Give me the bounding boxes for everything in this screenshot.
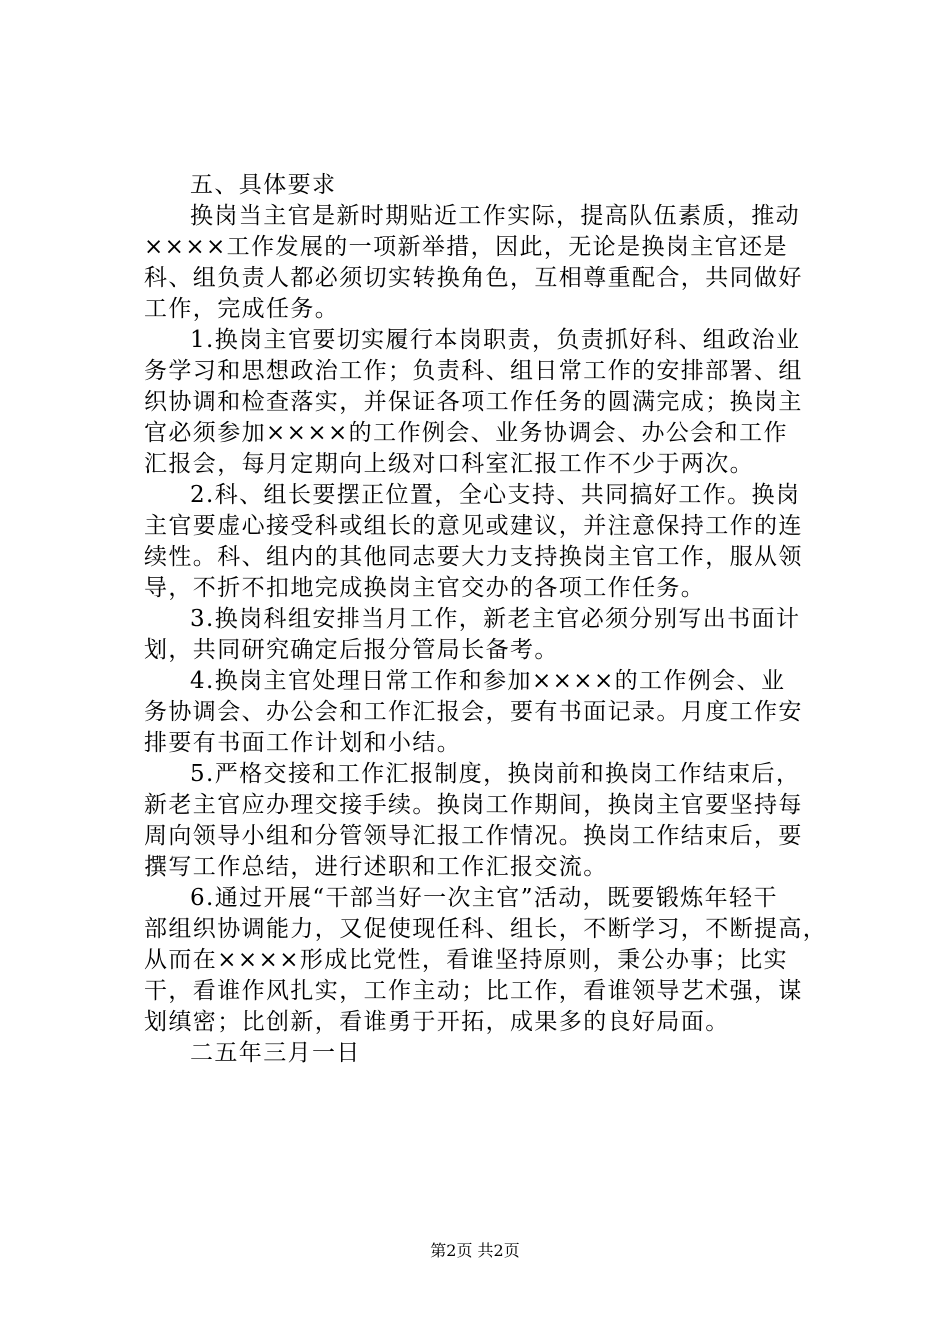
item-5-line: 新老主官应办理交接手续。换岗工作期间，换岗主官要坚持每 — [144, 792, 803, 818]
item-2-line: 续性。科、组内的其他同志要大力支持换岗主官工作，服从领 — [144, 544, 803, 570]
item-6-line: 从而在××××形成比党性，看谁坚持原则，秉公办事；比实 — [144, 947, 788, 973]
paragraph-line: 工作，完成任务。 — [144, 296, 340, 322]
item-5-line: 撰写工作总结，进行述职和工作汇报交流。 — [144, 854, 608, 880]
item-6-line: 干，看谁作风扎实，工作主动；比工作，看谁领导艺术强，谋 — [144, 978, 803, 1004]
item-2-line: 2.科、组长要摆正位置，全心支持、共同搞好工作。换岗 — [190, 482, 801, 508]
section-heading: 五、具体要求 — [190, 172, 337, 198]
item-3-line: 3.换岗科组安排当月工作，新老主官必须分别写出书面计 — [190, 606, 801, 632]
paragraph-line: 换岗当主官是新时期贴近工作实际，提高队伍素质，推动 — [190, 203, 800, 229]
page-number-footer: 第2页 共2页 — [430, 1241, 520, 1260]
paragraph-line: 科、组负责人都必须切实转换角色，互相尊重配合，共同做好 — [144, 265, 803, 291]
item-5-line: 5.严格交接和工作汇报制度，换岗前和换岗工作结束后， — [190, 761, 801, 787]
item-1-line: 官必须参加××××的工作例会、业务协调会、办公会和工作 — [144, 420, 788, 446]
item-5-line: 周向领导小组和分管领导汇报工作情况。换岗工作结束后，要 — [144, 823, 803, 849]
item-6-line: 划缜密；比创新，看谁勇于开拓，成果多的良好局面。 — [144, 1009, 730, 1035]
item-4-line: 务协调会、办公会和工作汇报会，要有书面记录。月度工作安 — [144, 699, 803, 725]
item-2-line: 主官要虚心接受科或组长的意见或建议，并注意保持工作的连 — [144, 513, 803, 539]
item-1-line: 务学习和思想政治工作；负责科、组日常工作的安排部署、组 — [144, 358, 803, 384]
document-date: 二五年三月一日 — [190, 1040, 361, 1066]
item-1-line: 织协调和检查落实，并保证各项工作任务的圆满完成；换岗主 — [144, 389, 803, 415]
item-4-line: 4.换岗主官处理日常工作和参加××××的工作例会、业 — [190, 668, 786, 694]
item-6-line: 部组织协调能力，又促使现任科、组长，不断学习，不断提高， — [144, 916, 828, 942]
item-6-line: 6.通过开展“干部当好一次主官”活动，既要锻炼年轻干 — [190, 885, 778, 911]
item-2-line: 导，不折不扣地完成换岗主官交办的各项工作任务。 — [144, 575, 706, 601]
item-4-line: 排要有书面工作计划和小结。 — [144, 730, 462, 756]
item-3-line: 划，共同研究确定后报分管局长备考。 — [144, 637, 559, 663]
item-1-line: 汇报会，每月定期向上级对口科室汇报工作不少于两次。 — [144, 451, 754, 477]
document-body — [144, 170, 834, 1069]
paragraph-line: ××××工作发展的一项新举措，因此，无论是换岗主官还是 — [144, 234, 788, 260]
item-1-line: 1.换岗主官要切实履行本岗职责，负责抓好科、组政治业 — [190, 327, 801, 353]
